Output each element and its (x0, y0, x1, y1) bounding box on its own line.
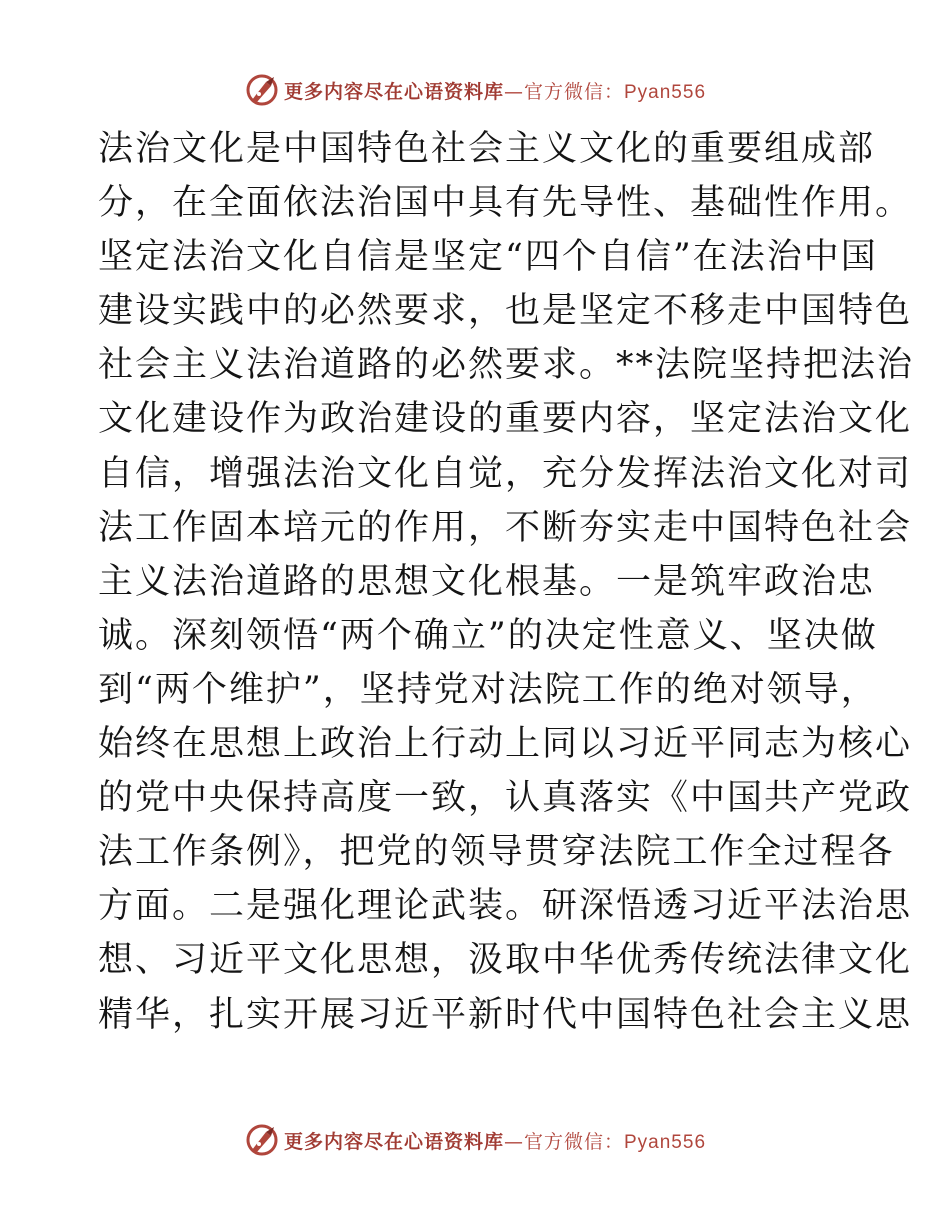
body-line: 精华，扎实开展习近平新时代中国特色社会主义思 (98, 994, 913, 1035)
body-line: 主义法治道路的思想文化根基。一是筑牢政治忠 (98, 561, 876, 602)
wechat-id: Pyan556 (624, 81, 707, 103)
body-line: 自信，增强法治文化自觉，充分发挥法治文化对司 (98, 453, 913, 494)
wechat-id: Pyan556 (624, 1131, 707, 1153)
body-line: 建设实践中的必然要求，也是坚定不移走中国特色 (98, 291, 913, 332)
document-body (98, 122, 915, 1042)
banner-separator: — (503, 80, 524, 103)
body-line: 诚。深刻领悟“两个确立”的决定性意义、坚决做 (98, 615, 878, 656)
body-line: 始终在思想上政治上行动上同以习近平同志为核心 (98, 724, 913, 765)
body-line: 法工作固本培元的作用，不断夯实走中国特色社会 (98, 507, 913, 548)
banner-text (284, 77, 706, 104)
body-line: 坚定法治文化自信是坚定“四个自信”在法治中国 (98, 237, 878, 278)
banner-text (284, 1127, 706, 1154)
body-line: 分，在全面依法治国中具有先导性、基础性作用。 (98, 183, 913, 224)
body-line: 法工作条例》，把党的领导贯穿法院工作全过程各 (98, 832, 895, 873)
pen-nib-icon (244, 72, 280, 108)
site-name: 更多内容尽在心语资料库 (283, 80, 504, 103)
body-line: 的党中央保持高度一致，认真落实《中国共产党政 (98, 778, 913, 819)
wechat-label: 官方微信： (523, 80, 624, 103)
banner-separator: — (503, 1130, 524, 1153)
header-banner (0, 70, 950, 110)
pen-nib-icon (244, 1122, 280, 1158)
body-line: 文化建设作为政治建设的重要内容，坚定法治文化 (98, 399, 913, 440)
body-line: 到“两个维护”，坚持党对法院工作的绝对领导， (98, 669, 878, 710)
body-line: 法治文化是中国特色社会主义文化的重要组成部 (98, 129, 876, 169)
body-line: 想、习近平文化思想，汲取中华优秀传统法律文化 (98, 940, 913, 981)
footer-banner (0, 1120, 950, 1160)
body-line: 社会主义法治道路的必然要求。**法院坚持把法治 (98, 345, 915, 386)
wechat-label: 官方微信： (523, 1130, 624, 1153)
site-name: 更多内容尽在心语资料库 (283, 1130, 504, 1153)
body-line: 方面。二是强化理论武装。研深悟透习近平法治思 (98, 886, 913, 927)
